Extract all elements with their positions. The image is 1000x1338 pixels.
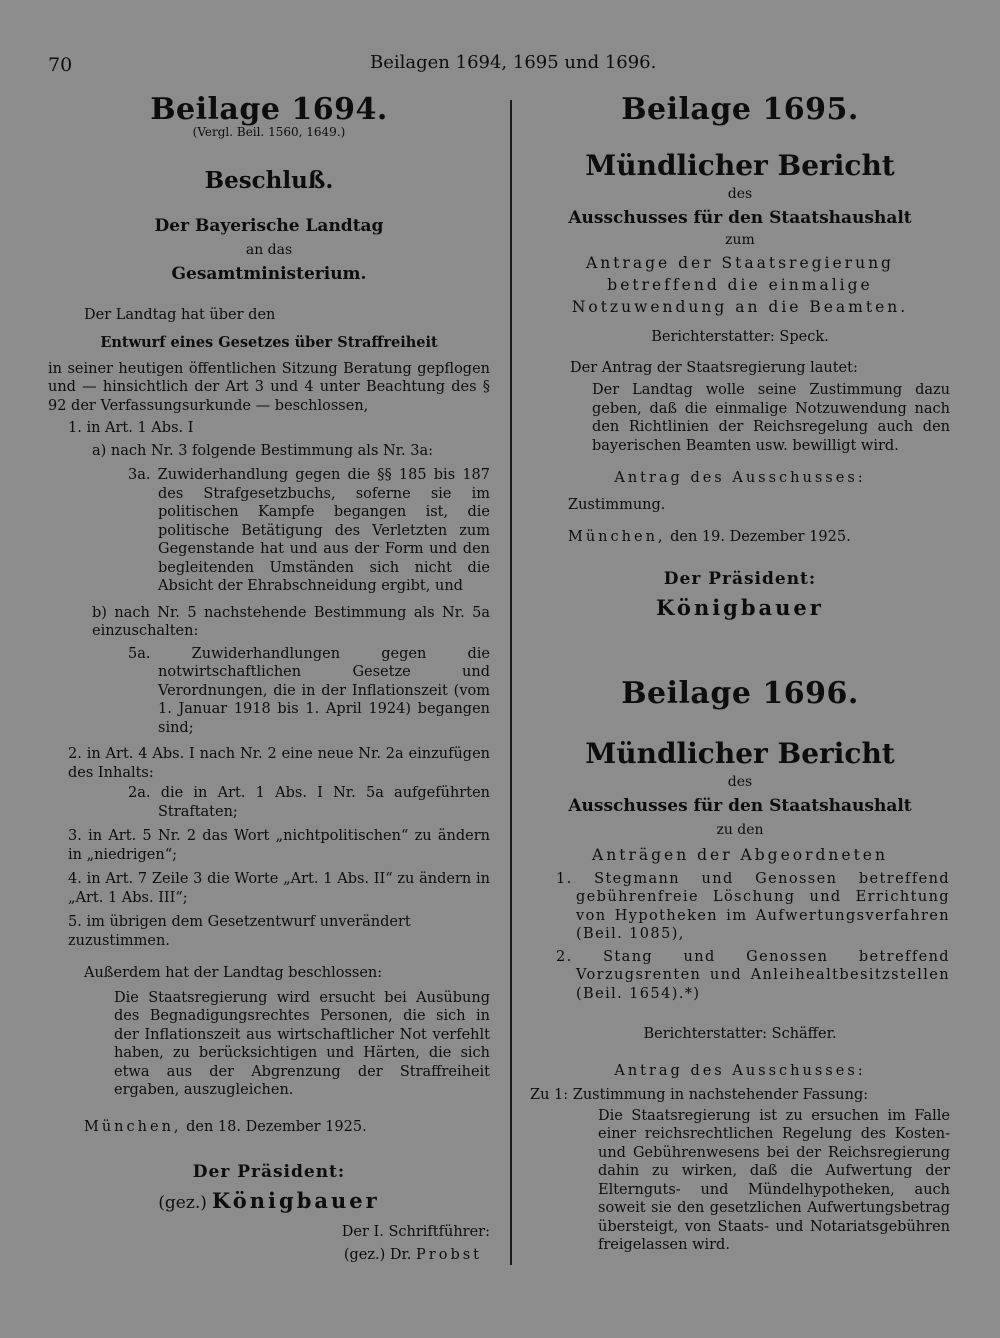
zu1-1696: Zu 1: Zustimmung in nachstehender Fassung:: [530, 1087, 869, 1103]
addressee-line3: Gesamtministerium.: [171, 264, 367, 284]
intro-text: Der Landtag hat über den: [84, 307, 276, 323]
item-1: 1. in Art. 1 Abs. I: [68, 420, 194, 436]
date-place-1695: München,: [568, 529, 666, 545]
staatsregierung-request: Die Staatsregierung wird ersucht bei Ausübung des Begnadigungsrechtes Personen, die sich in der Inflationszeit aus wirtschaftlicher Not verfehlt haben, zu berücksichtigen und Härten, die sich etwa aus der Abgrenzung der Straffreiheit ergaben, auszugleichen.: [114, 989, 490, 1098]
praesident-label-1695: Der Präsident:: [663, 568, 817, 589]
praesident-label: Der Präsident:: [192, 1162, 346, 1182]
item-3: 3. in Art. 5 Nr. 2 das Wort „nichtpolitischen“ zu ändern in „niedrigen“;: [68, 828, 490, 863]
date-value: den 18. Dezember 1925.: [186, 1118, 367, 1135]
bericht-1695: Mündlicher Bericht: [585, 149, 895, 182]
des-1696: des: [727, 773, 753, 790]
beilage-1694-title: Beilage 1694.: [150, 92, 388, 127]
item-2: 2. in Art. 4 Abs. I nach Nr. 2 eine neue Nr. 2a einzufügen des Inhalts:: [68, 746, 490, 781]
item1-1696: 1. Stegmann und Genossen betreffend gebührenfreie Löschung und Errichtung von Hypotheken im Aufwertungsverfahren (Beil. 1085),: [556, 870, 950, 942]
ausschuss-1696: Ausschusses für den Staatshaushalt: [568, 795, 912, 816]
date-place: München,: [84, 1118, 182, 1135]
addressee-line1: Der Bayerische Landtag: [154, 216, 384, 236]
schriftfuehrer-signature: [48, 1246, 490, 1265]
item2-1696: 2. Stang und Genossen betreffend Vorzugsrenten und Anleihealtbesitzstellen (Beil. 1654).*): [556, 948, 950, 1002]
item-2a: 2a. die in Art. 1 Abs. I Nr. 5a aufgeführten Straftaten;: [128, 785, 490, 820]
paragraph-beratung: in seiner heutigen öffentlichen Sitzung Beratung gepflogen und — hinsichtlich der Art 3 und 4 unter Beachtung des § 92 der Verfassungsurkunde — beschlossen,: [48, 360, 490, 414]
right-column: [530, 92, 950, 1255]
beilage-1695-title: Beilage 1695.: [621, 92, 859, 127]
reference-note: (Vergl. Beil. 1560, 1649.): [192, 125, 346, 139]
column-divider: [510, 100, 512, 1265]
text-1696: Die Staatsregierung ist zu ersuchen im Falle einer reichsrechtlichen Regelung des Kosten- und Gebührenwesens bei der Reichsregierung dahin zu wirken, daß die Aufwertung der Elternguts- und Mündelhypotheken, auch soweit sie den gesetzlichen Aufwertungsbetrag übersteigt, von Staats- und Notariatsgebühren freigelassen wird.: [598, 1107, 950, 1253]
date-line: [48, 1118, 490, 1137]
beilage-1696-title: Beilage 1696.: [621, 675, 859, 711]
item-1a: a) nach Nr. 3 folgende Bestimmung als Nr. 3a:: [92, 442, 433, 459]
des-1695: des: [727, 186, 753, 202]
item-1b: b) nach Nr. 5 nachstehende Bestimmung als Nr. 5a einzuschalten:: [92, 604, 490, 639]
running-head: Beilagen 1694, 1695 und 1696.: [370, 52, 657, 73]
schriftfuehrer-name: Probst: [416, 1246, 482, 1263]
item-4: 4. in Art. 7 Zeile 3 die Worte „Art. 1 Abs. II“ zu ändern in „Art. 1 Abs. III“;: [68, 871, 490, 906]
zustimmung-1695: Zustimmung.: [568, 496, 666, 513]
addressee-line2: an das: [245, 242, 293, 258]
praesident-signature: [48, 1188, 490, 1213]
gez2-label: (gez.) Dr.: [343, 1246, 412, 1263]
gez-label: (gez.): [158, 1193, 207, 1213]
praesident-name: Königbauer: [211, 1188, 380, 1213]
date-line-1695: [530, 528, 950, 547]
berichterstatter-1695: Berichterstatter: Speck.: [651, 329, 829, 345]
schriftfuehrer-label: Der I. Schriftführer:: [341, 1224, 490, 1240]
beschluss-heading: Beschluß.: [204, 167, 334, 194]
bericht-1696: Mündlicher Bericht: [585, 736, 895, 770]
ausschuss-1695: Ausschusses für den Staatshaushalt: [568, 208, 912, 228]
antrag-ausschuss-1695: Antrag des Ausschusses:: [614, 470, 866, 486]
berichterstatter-1696: Berichterstatter: Schäffer.: [643, 1026, 837, 1042]
item-5: 5. im übrigen dem Gesetzentwurf unverändert zuzustimmen.: [68, 914, 411, 949]
antrag-ausschuss-1696: Antrag des Ausschusses:: [614, 1062, 866, 1079]
item-3a: 3a. Zuwiderhandlung gegen die §§ 185 bis 187 des Strafgesetzbuchs, soferne sie im politischen Kampfe begangen ist, die politische Betätigung des Verletzten zum Gegenstande hat und aus der Form und den begleitenden Umständen sich nicht die Absicht der Ehrabschneidung ergibt, und: [128, 467, 490, 594]
antrag-title-1695: Antrage der Staatsregierung betreffend die einmalige Notzuwendung an die Beamten.: [571, 254, 909, 316]
date-value-1695: den 19. Dezember 1925.: [670, 529, 851, 545]
antraegen-1696: Anträgen der Abgeordneten: [592, 845, 888, 864]
zu-den-1696: zu den: [716, 821, 764, 838]
item-5a: 5a. Zuwiderhandlungen gegen die notwirtschaftlichen Gesetze und Verordnungen, die in der Inflationszeit (vom 1. Januar 1918 bis 1. April 1924) begangen sind;: [128, 645, 490, 736]
ausserdem-text: Außerdem hat der Landtag beschlossen:: [84, 965, 383, 981]
zum-1695: zum: [725, 232, 755, 248]
antrag-lautet: Der Antrag der Staatsregierung lautet:: [570, 359, 858, 376]
left-column: [48, 92, 490, 1264]
entwurf-heading: Entwurf eines Gesetzes über Straffreiheit: [100, 333, 438, 351]
praesident-name-1695: Königbauer: [656, 594, 824, 620]
page-number: 70: [48, 54, 73, 76]
antrag-text-1695: Der Landtag wolle seine Zustimmung dazu geben, daß die einmalige Notzuwendung nach den Richtlinien der Reichsregelung auch den bayerischen Beamten usw. bewilligt wird.: [592, 382, 950, 454]
